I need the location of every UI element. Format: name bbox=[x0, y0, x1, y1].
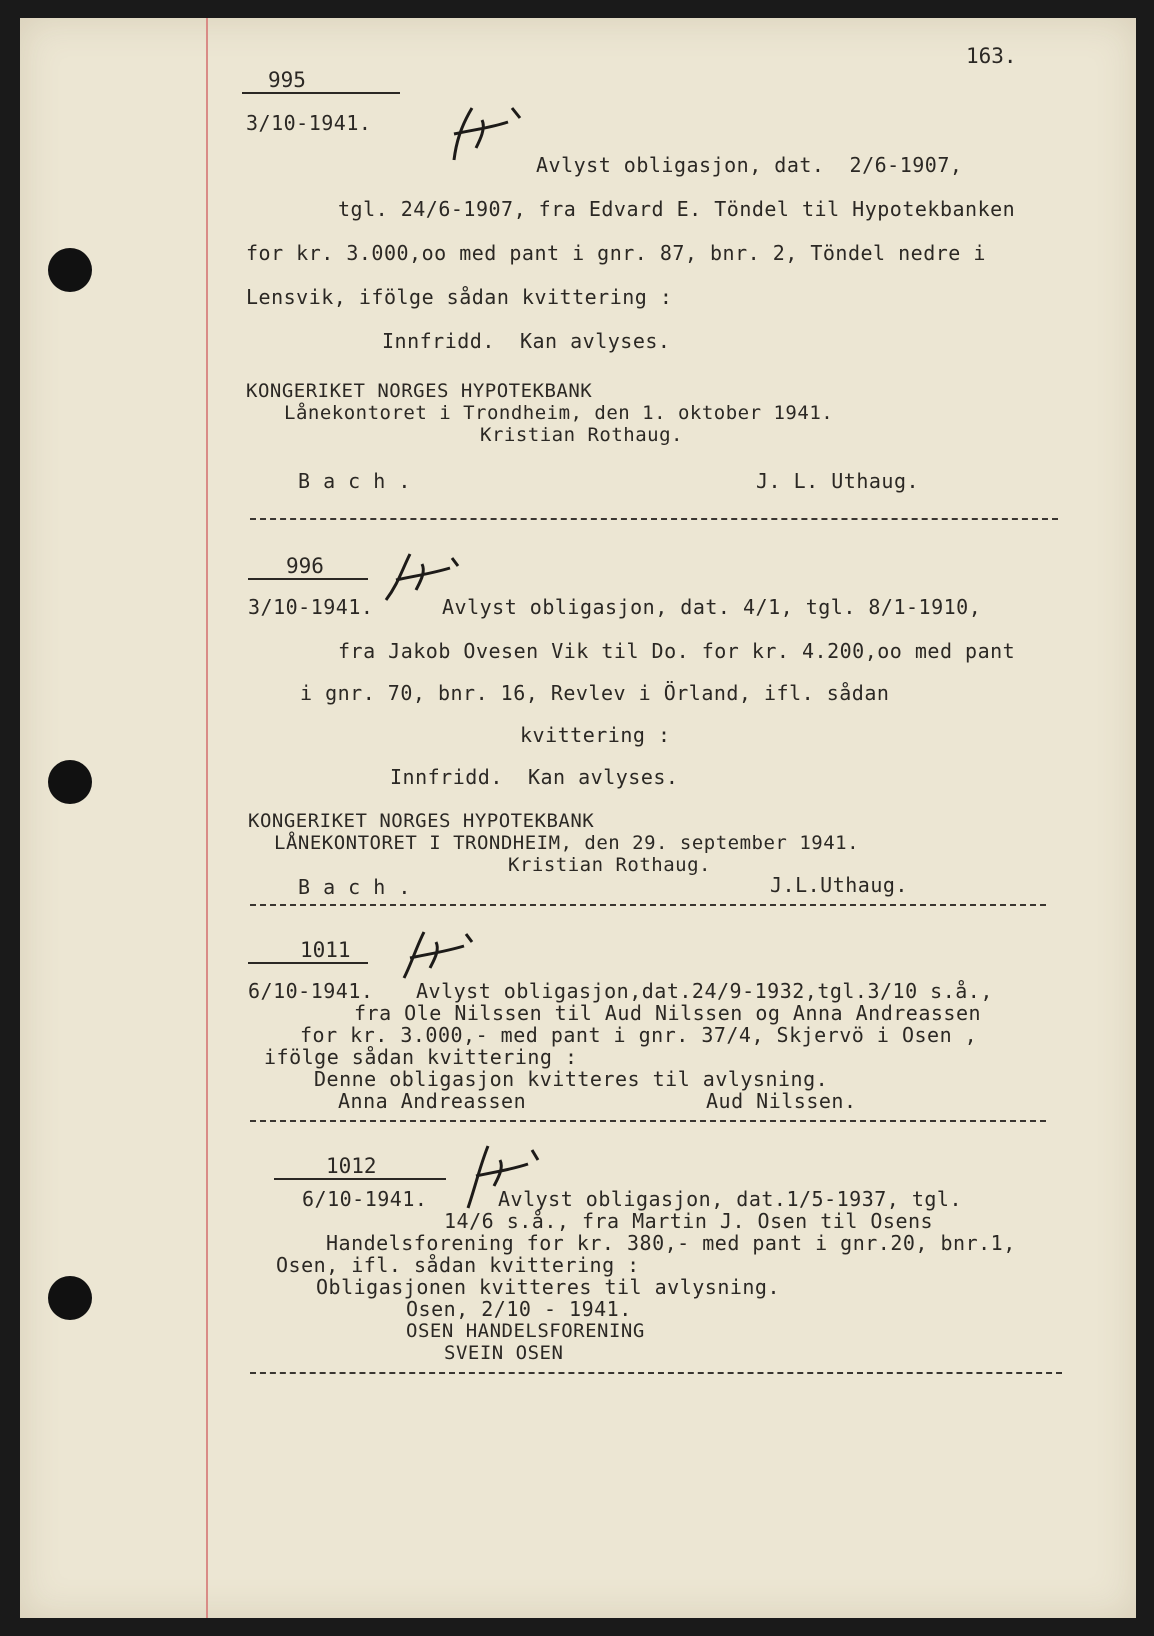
ledger-page bbox=[20, 18, 1136, 1618]
entry-number-underline bbox=[242, 92, 400, 94]
signatory: Aud Nilssen. bbox=[706, 1089, 857, 1113]
signatory: Anna Andreassen bbox=[338, 1089, 527, 1113]
signatory: Kristian Rothaug. bbox=[508, 854, 711, 876]
handwritten-checkmark bbox=[442, 100, 542, 170]
entry-separator bbox=[250, 518, 1058, 520]
signatory: OSEN HANDELSFORENING bbox=[406, 1320, 645, 1342]
entry-number: 996 bbox=[286, 554, 324, 578]
entry-text-line: Lensvik, ifölge sådan kvittering : bbox=[246, 285, 673, 309]
bank-name: KONGERIKET NORGES HYPOTEKBANK bbox=[246, 380, 593, 402]
entry-text-line: Avlyst obligasjon, dat.1/5-1937, tgl. bbox=[498, 1187, 963, 1211]
signatory: J.L.Uthaug. bbox=[770, 873, 908, 897]
entry-text-line: kvittering : bbox=[520, 723, 671, 747]
entry-text-line: ifölge sådan kvittering : bbox=[264, 1045, 578, 1069]
entry-text-line: 14/6 s.å., fra Martin J. Osen til Osens bbox=[444, 1209, 934, 1233]
entry-text-line: fra Jakob Ovesen Vik til Do. for kr. 4.200,oo med pant bbox=[338, 639, 1016, 663]
handwritten-checkmark bbox=[396, 926, 486, 986]
entry-text-line: Osen, ifl. sådan kvittering : bbox=[276, 1253, 640, 1277]
entry-text-line: Osen, 2/10 - 1941. bbox=[406, 1297, 632, 1321]
entry-number-underline bbox=[248, 962, 368, 964]
punch-hole bbox=[48, 1276, 92, 1320]
entry-text-line: i gnr. 70, bnr. 16, Revlev i Örland, ifl. sådan bbox=[300, 681, 890, 705]
entry-text-line: for kr. 3.000,- med pant i gnr. 37/4, Skjervö i Osen , bbox=[300, 1023, 978, 1047]
entry-text-line: for kr. 3.000,oo med pant i gnr. 87, bnr. 2, Töndel nedre i bbox=[246, 241, 986, 265]
entry-number: 1011 bbox=[300, 938, 351, 962]
entry-text-line: Handelsforening for kr. 380,- med pant i gnr.20, bnr.1, bbox=[326, 1231, 1016, 1255]
entry-number-underline bbox=[274, 1178, 446, 1180]
signatory: B a c h . bbox=[298, 469, 411, 493]
entry-separator bbox=[250, 1120, 1046, 1122]
signatory: J. L. Uthaug. bbox=[756, 469, 920, 493]
entry-text-line: Innfridd. Kan avlyses. bbox=[390, 765, 679, 789]
entry-text-line: Avlyst obligasjon, dat. 4/1, tgl. 8/1-1910, bbox=[442, 595, 982, 619]
entry-date: 3/10-1941. bbox=[246, 111, 372, 135]
entry-text-line: tgl. 24/6-1907, fra Edvard E. Töndel til Hypotekbanken bbox=[338, 197, 1016, 221]
bank-office-line: Lånekontoret i Trondheim, den 1. oktober 1941. bbox=[284, 402, 834, 424]
entry-separator bbox=[250, 904, 1046, 906]
signatory: SVEIN OSEN bbox=[444, 1342, 564, 1364]
bank-office-line: LÅNEKONTORET I TRONDHEIM, den 29. september 1941. bbox=[274, 832, 860, 854]
page-number: 163. bbox=[966, 44, 1017, 68]
signatory: Kristian Rothaug. bbox=[480, 424, 683, 446]
entry-text-line: Obligasjonen kvitteres til avlysning. bbox=[316, 1275, 781, 1299]
entry-text-line: Innfridd. Kan avlyses. bbox=[382, 329, 671, 353]
margin-rule bbox=[206, 18, 208, 1618]
entry-separator bbox=[250, 1372, 1062, 1374]
punch-hole bbox=[48, 248, 92, 292]
entry-number: 1012 bbox=[326, 1154, 377, 1178]
entry-date: 6/10-1941. bbox=[248, 979, 374, 1003]
entry-number-underline bbox=[248, 578, 368, 580]
entry-number: 995 bbox=[268, 68, 306, 92]
punch-hole bbox=[48, 760, 92, 804]
entry-text-line: Avlyst obligasjon, dat. 2/6-1907, bbox=[536, 153, 963, 177]
entry-date: 6/10-1941. bbox=[302, 1187, 428, 1211]
entry-text-line: Avlyst obligasjon,dat.24/9-1932,tgl.3/10 s.å., bbox=[416, 979, 993, 1003]
entry-date: 3/10-1941. bbox=[248, 595, 374, 619]
bank-name: KONGERIKET NORGES HYPOTEKBANK bbox=[248, 810, 595, 832]
entry-text-line: Denne obligasjon kvitteres til avlysning. bbox=[314, 1067, 829, 1091]
signatory: B a c h . bbox=[298, 875, 411, 899]
entry-text-line: fra Ole Nilssen til Aud Nilssen og Anna Andreassen bbox=[354, 1001, 982, 1025]
